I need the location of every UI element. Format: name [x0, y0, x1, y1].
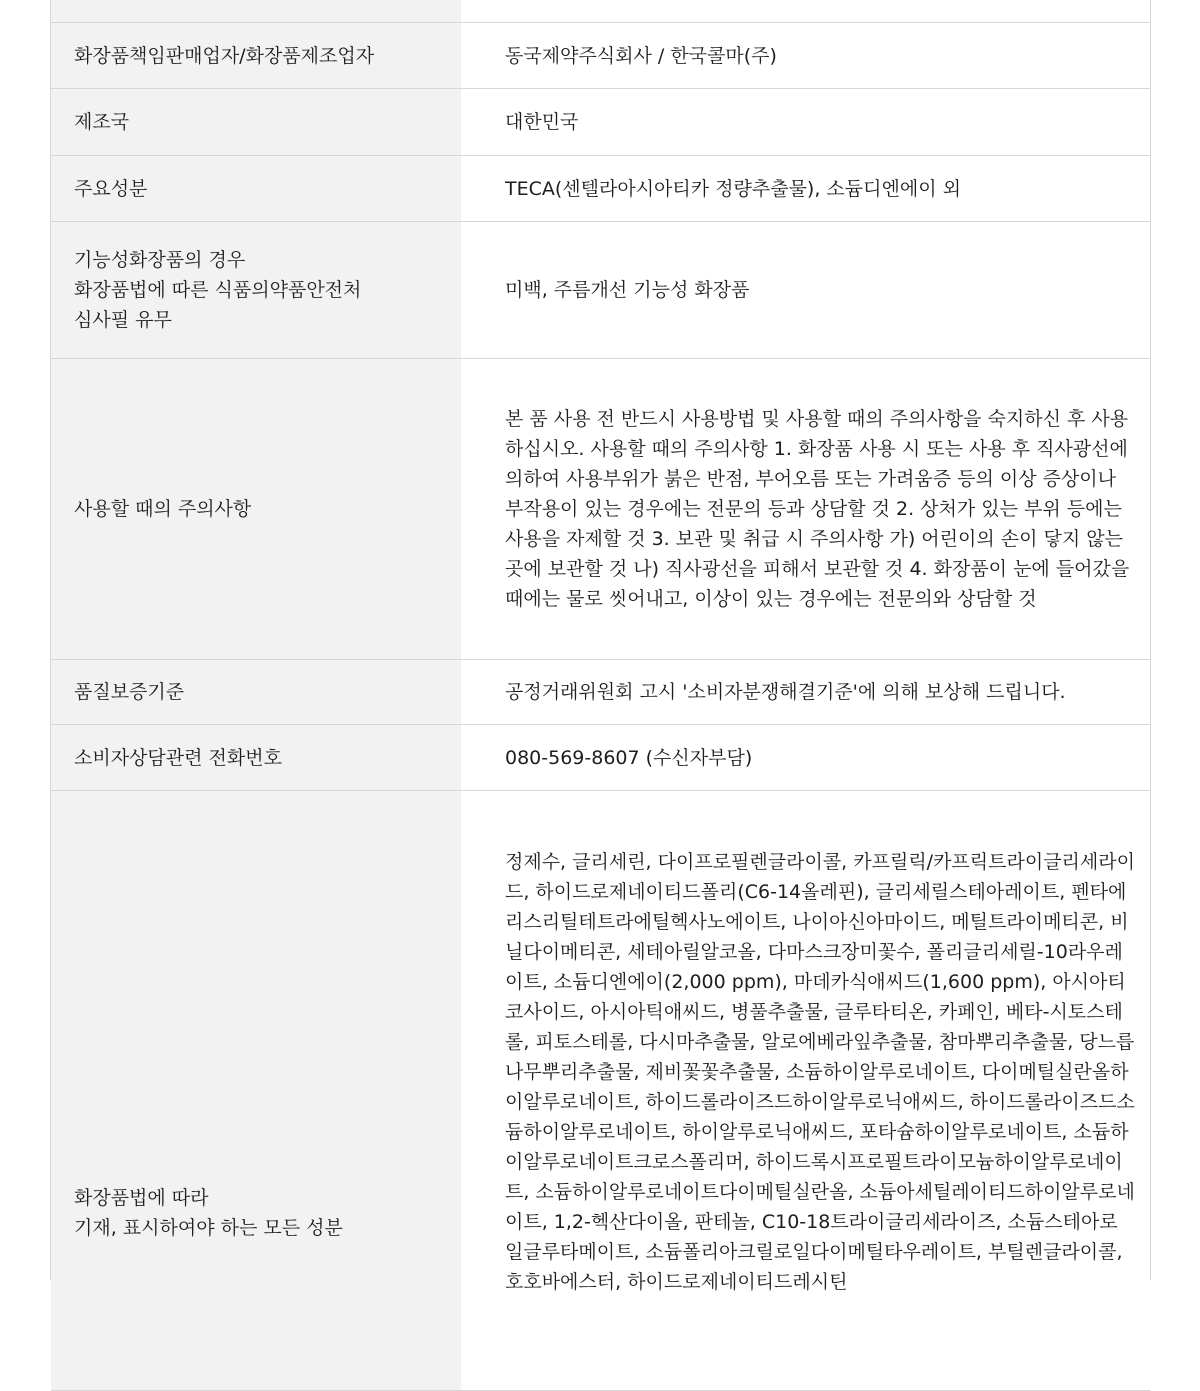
- row-value: TECA(센텔라아시아티카 정량추출물), 소듐디엔에이 외: [505, 177, 961, 200]
- table-row-quality: [51, 660, 1150, 725]
- product-info-table: [50, 0, 1151, 1293]
- table-row-country: [51, 89, 1150, 156]
- row-label: 품질보증기준: [51, 660, 461, 724]
- row-value: 공정거래위원회 고시 '소비자분쟁해결기준'에 의해 보상해 드립니다.: [505, 681, 1066, 703]
- table-row-phone: [51, 725, 1150, 791]
- row-value: 080-569-8607 (수신자부담): [505, 746, 753, 769]
- row-value: 미백, 주름개선 기능성 화장품: [505, 279, 750, 301]
- row-value: 동국제약주식회사 / 한국콜마(주): [505, 44, 777, 67]
- row-label: 기능성화장품의 경우 화장품법에 따른 식품의약품안전처 심사필 유무: [51, 222, 461, 358]
- label-cell-top: [51, 0, 461, 22]
- row-value: 대한민국: [505, 111, 579, 133]
- row-label: 제조국: [51, 89, 461, 155]
- row-label: 화장품법에 따라 기재, 표시하여야 하는 모든 성분: [51, 791, 461, 1390]
- row-label: 소비자상담관련 전화번호: [51, 725, 461, 790]
- row-label: 사용할 때의 주의사항: [51, 359, 461, 659]
- value-cell-top: [461, 0, 1150, 22]
- table-row-precautions: [51, 359, 1150, 660]
- row-label: 주요성분: [51, 156, 461, 221]
- row-label: 화장품책임판매업자/화장품제조업자: [51, 23, 461, 88]
- table-row-main-ingredients: [51, 156, 1150, 222]
- table-row-functional: [51, 222, 1150, 359]
- table-top-edge: [51, 0, 1150, 22]
- row-value: 정제수, 글리세린, 다이프로필렌글라이콜, 카프릴릭/카프릭트라이글리세라이드, 하이드로제네이티드폴리(C6-14올레핀), 글리세릴스테아레이트, 펜타에리스리틸테트라에틸헥사노에이트, 나이아신아마이드, 메틸트라이메티콘, 비닐다이메티콘, 세테아릴알코올, 다마스크장미꽃수, 폴리글리세릴-10라우레이트, 소듐디엔에이(2,000 ppm), 마데카식애씨드(1,600 ppm), 아시아티코사이드, 아시아틱애씨드, 병풀추출물, 글루타티온, 카페인, 베타-시토스테롤, 피토스테롤, 다시마추출물, 알로에베라잎추출물, 참마뿌리추출물, 당느릅나무뿌리추출물, 제비꽃꽃추출물, 소듐하이알루로네이트, 다이메틸실란올하이알루로네이트, 하이드롤라이즈드하이알루로닉애씨드, 하이드롤라이즈드소듐하이알루로네이트, 하이알루로닉애씨드, 포타슘하이알루로네이트, 소듐하이알루로네이트크로스폴리머, 하이드록시프로필트라이모늄하이알루로네이트, 소듐하이알루로네이트다이메틸실란올, 소듐아세틸레이티드하이알루로네이트, 1,2-헥산다이올, 판테놀, C10-18트라이글리세라이즈, 소듐스테아로일글루타메이트, 소듐폴리아크릴로일다이메틸타우레이트, 부틸렌글라이콜, 호호바에스터, 하이드로제네이티드레시틴: [505, 851, 1135, 1293]
- row-value: 본 품 사용 전 반드시 사용방법 및 사용할 때의 주의사항을 숙지하신 후 사용하십시오. 사용할 때의 주의사항 1. 화장품 사용 시 또는 사용 후 직사광선에 의하여 사용부위가 붉은 반점, 부어오름 또는 가려움증 등의 이상 증상이나 부작용이 있는 경우에는 전문의 등과 상담할 것 2. 상처가 있는 부위 등에는 사용을 자제할 것 3. 보관 및 취급 시 주의사항 가) 어린이의 손이 닿지 않는 곳에 보관할 것 나) 직사광선을 피해서 보관할 것 4. 화장품이 눈에 들어갔을 때에는 물로 씻어내고, 이상이 있는 경우에는 전문의와 상담할 것: [505, 408, 1130, 610]
- table-row-seller: [51, 22, 1150, 89]
- table-row-all-ingredients: [51, 791, 1150, 1391]
